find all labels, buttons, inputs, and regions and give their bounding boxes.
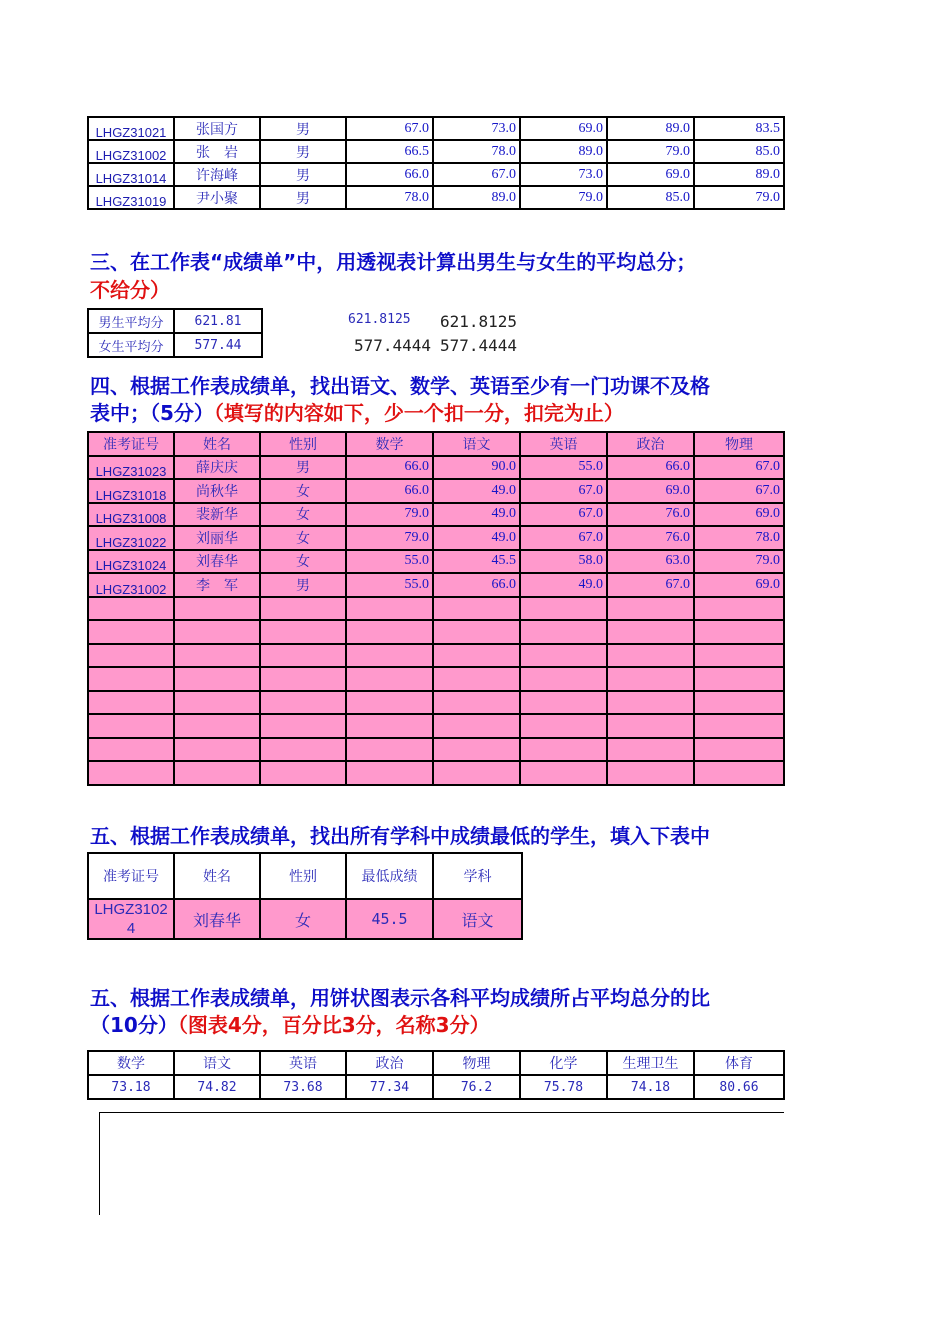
student-id: LHGZ31022: [88, 526, 174, 550]
score-cell: 78.0: [694, 526, 784, 550]
column-header: 语文: [433, 432, 520, 456]
score-cell: 79.0: [694, 186, 784, 209]
empty-cell[interactable]: [260, 691, 346, 715]
student-sex: 男: [260, 140, 346, 163]
lowest-student-name: 刘春华: [174, 899, 260, 939]
student-name: 张国方: [174, 117, 260, 140]
empty-cell[interactable]: [88, 644, 174, 668]
score-cell: 63.0: [607, 550, 694, 574]
male-average-raw-1: 621.8125: [348, 312, 411, 327]
student-id: LHGZ31024: [88, 550, 174, 574]
empty-table-row: [88, 667, 784, 691]
student-id: LHGZ31002: [88, 573, 174, 597]
failing-students-table: [87, 431, 785, 786]
score-cell: 66.0: [607, 456, 694, 480]
empty-cell[interactable]: [520, 667, 607, 691]
empty-cell[interactable]: [607, 691, 694, 715]
empty-cell[interactable]: [607, 738, 694, 762]
student-sex: 女: [260, 479, 346, 503]
student-sex: 男: [260, 186, 346, 209]
subject-header: 英语: [260, 1051, 346, 1075]
score-cell: 89.0: [433, 186, 520, 209]
table-row: [88, 503, 784, 527]
empty-cell[interactable]: [607, 761, 694, 785]
gender-average-table: [87, 308, 263, 358]
empty-cell[interactable]: [694, 761, 784, 785]
subject-average-value: 74.18: [607, 1075, 694, 1099]
column-header: 数学: [346, 432, 433, 456]
empty-cell[interactable]: [88, 691, 174, 715]
score-cell: 83.5: [694, 117, 784, 140]
subject-average-value: 73.18: [88, 1075, 174, 1099]
empty-cell[interactable]: [694, 738, 784, 762]
empty-cell[interactable]: [694, 620, 784, 644]
score-cell: 67.0: [520, 526, 607, 550]
empty-cell[interactable]: [694, 667, 784, 691]
score-cell: 85.0: [694, 140, 784, 163]
empty-cell[interactable]: [346, 644, 433, 668]
empty-cell[interactable]: [88, 761, 174, 785]
student-name: 尹小聚: [174, 186, 260, 209]
student-sex: 男: [260, 163, 346, 186]
male-average-raw-2: 621.8125: [440, 312, 518, 331]
empty-cell[interactable]: [346, 738, 433, 762]
score-cell: 76.0: [607, 526, 694, 550]
student-id: LHGZ31018: [88, 479, 174, 503]
score-cell: 90.0: [433, 456, 520, 480]
student-name: 刘丽华: [174, 526, 260, 550]
empty-cell[interactable]: [520, 761, 607, 785]
score-cell: 67.0: [607, 573, 694, 597]
top-score-table: [87, 116, 785, 210]
empty-cell[interactable]: [346, 597, 433, 621]
lowest-student-id: LHGZ31024: [88, 899, 174, 939]
lowest-score-table: [87, 852, 523, 940]
table-row: [88, 163, 784, 186]
section4-subtitle: [90, 397, 783, 426]
section4-title: 四、根据工作表成绩单，找出语文、数学、英语至少有一门功课不及格: [90, 374, 710, 398]
subject-average-value: 80.66: [694, 1075, 784, 1099]
empty-cell[interactable]: [346, 691, 433, 715]
score-cell: 79.0: [607, 140, 694, 163]
empty-table-row: [88, 597, 784, 621]
section6-subtitle: [90, 1009, 783, 1038]
student-id: LHGZ31014: [88, 163, 174, 186]
table-row: [88, 456, 784, 480]
subject-header: 体育: [694, 1051, 784, 1075]
empty-cell[interactable]: [520, 714, 607, 738]
table-row: [88, 550, 784, 574]
score-cell: 67.0: [694, 456, 784, 480]
table-row: [88, 479, 784, 503]
student-name: 张 岩: [174, 140, 260, 163]
student-name: 许海峰: [174, 163, 260, 186]
empty-table-row: [88, 761, 784, 785]
lowest-student-score: 45.5: [346, 899, 433, 939]
score-cell: 79.0: [520, 186, 607, 209]
empty-cell[interactable]: [694, 597, 784, 621]
score-cell: 49.0: [433, 503, 520, 527]
subject-average-value: 73.68: [260, 1075, 346, 1099]
empty-cell[interactable]: [174, 691, 260, 715]
score-cell: 55.0: [346, 573, 433, 597]
student-name: 李 军: [174, 573, 260, 597]
empty-cell[interactable]: [433, 667, 520, 691]
empty-cell[interactable]: [174, 597, 260, 621]
student-sex: 女: [260, 526, 346, 550]
score-cell: 73.0: [433, 117, 520, 140]
table-row: [88, 186, 784, 209]
subject-header: 物理: [433, 1051, 520, 1075]
empty-cell[interactable]: [88, 620, 174, 644]
empty-cell[interactable]: [260, 597, 346, 621]
empty-table-row: [88, 714, 784, 738]
subject-average-value: 75.78: [520, 1075, 607, 1099]
empty-cell[interactable]: [433, 644, 520, 668]
score-cell: 89.0: [694, 163, 784, 186]
empty-cell[interactable]: [88, 667, 174, 691]
student-id: LHGZ31023: [88, 456, 174, 480]
table-header-row: [88, 1051, 784, 1075]
empty-table-row: [88, 620, 784, 644]
column-header: 性别: [260, 432, 346, 456]
column-header: 物理: [694, 432, 784, 456]
score-cell: 66.0: [346, 456, 433, 480]
empty-cell[interactable]: [433, 597, 520, 621]
table-row: [88, 1075, 784, 1099]
empty-cell[interactable]: [174, 667, 260, 691]
empty-cell[interactable]: [607, 597, 694, 621]
section4-subtitle-points: 表中；（5分）: [90, 401, 214, 425]
empty-cell[interactable]: [607, 714, 694, 738]
score-cell: 85.0: [607, 186, 694, 209]
empty-cell[interactable]: [520, 738, 607, 762]
score-cell: 69.0: [607, 163, 694, 186]
empty-cell[interactable]: [433, 738, 520, 762]
column-header: 姓名: [174, 432, 260, 456]
empty-cell[interactable]: [607, 620, 694, 644]
empty-cell[interactable]: [346, 761, 433, 785]
score-cell: 79.0: [694, 550, 784, 574]
empty-cell[interactable]: [260, 761, 346, 785]
score-cell: 67.0: [694, 479, 784, 503]
score-cell: 69.0: [607, 479, 694, 503]
empty-cell[interactable]: [694, 691, 784, 715]
empty-cell[interactable]: [260, 738, 346, 762]
empty-cell[interactable]: [520, 620, 607, 644]
score-cell: 89.0: [520, 140, 607, 163]
empty-cell[interactable]: [260, 667, 346, 691]
score-cell: 58.0: [520, 550, 607, 574]
score-cell: 49.0: [520, 573, 607, 597]
student-name: 刘春华: [174, 550, 260, 574]
empty-cell[interactable]: [346, 620, 433, 644]
score-cell: 66.0: [346, 479, 433, 503]
empty-cell[interactable]: [88, 738, 174, 762]
lowest-header-sex: 性别: [260, 853, 346, 899]
lowest-header-id: 准考证号: [88, 853, 174, 899]
subject-header: 语文: [174, 1051, 260, 1075]
score-cell: 89.0: [607, 117, 694, 140]
score-cell: 78.0: [433, 140, 520, 163]
chart-placeholder-frame: [99, 1112, 784, 1215]
score-cell: 55.0: [520, 456, 607, 480]
empty-cell[interactable]: [607, 667, 694, 691]
student-sex: 男: [260, 117, 346, 140]
female-average-raw-2: 577.4444: [440, 336, 518, 355]
section3-title: 三、在工作表“成绩单”中，用透视表计算出男生与女生的平均总分；: [90, 250, 697, 274]
male-average-value: 621.81: [174, 309, 262, 333]
student-id: LHGZ31008: [88, 503, 174, 527]
subject-average-value: 77.34: [346, 1075, 433, 1099]
score-cell: 49.0: [433, 479, 520, 503]
empty-cell[interactable]: [433, 691, 520, 715]
score-cell: 69.0: [694, 573, 784, 597]
female-average-label: 女生平均分: [88, 333, 174, 357]
empty-cell[interactable]: [520, 644, 607, 668]
section6-subtitle-points: （10分）: [90, 1013, 178, 1037]
score-cell: 66.5: [346, 140, 433, 163]
table-row: [88, 117, 784, 140]
table-row: [88, 140, 784, 163]
empty-cell[interactable]: [88, 714, 174, 738]
lowest-header-subject: 学科: [433, 853, 522, 899]
section3-title-cont: 不给分）: [90, 278, 170, 302]
empty-cell[interactable]: [694, 644, 784, 668]
subject-header: 化学: [520, 1051, 607, 1075]
lowest-student-sex: 女: [260, 899, 346, 939]
score-cell: 69.0: [520, 117, 607, 140]
score-cell: 67.0: [520, 479, 607, 503]
student-name: 裴新华: [174, 503, 260, 527]
empty-cell[interactable]: [260, 714, 346, 738]
section4-subtitle-note: （填写的内容如下，少一个扣一分，扣完为止）: [213, 401, 624, 425]
male-average-label: 男生平均分: [88, 309, 174, 333]
lowest-header-score: 最低成绩: [346, 853, 433, 899]
score-cell: 66.0: [346, 163, 433, 186]
subject-header: 数学: [88, 1051, 174, 1075]
score-cell: 76.0: [607, 503, 694, 527]
student-sex: 女: [260, 550, 346, 574]
score-cell: 45.5: [433, 550, 520, 574]
female-average-raw-1: 577.4444: [354, 336, 432, 355]
column-header: 英语: [520, 432, 607, 456]
student-id: LHGZ31019: [88, 186, 174, 209]
empty-cell[interactable]: [88, 597, 174, 621]
table-row: [88, 573, 784, 597]
empty-cell[interactable]: [174, 620, 260, 644]
lowest-student-subject: 语文: [433, 899, 522, 939]
score-cell: 49.0: [433, 526, 520, 550]
score-cell: 79.0: [346, 526, 433, 550]
column-header: 政治: [607, 432, 694, 456]
empty-cell[interactable]: [433, 761, 520, 785]
student-name: 薛庆庆: [174, 456, 260, 480]
female-average-value: 577.44: [174, 333, 262, 357]
empty-cell[interactable]: [694, 714, 784, 738]
empty-cell[interactable]: [174, 644, 260, 668]
score-cell: 78.0: [346, 186, 433, 209]
subject-average-value: 76.2: [433, 1075, 520, 1099]
table-header-row: [88, 432, 784, 456]
lowest-header-name: 姓名: [174, 853, 260, 899]
empty-cell[interactable]: [346, 714, 433, 738]
empty-cell[interactable]: [174, 761, 260, 785]
score-cell: 66.0: [433, 573, 520, 597]
empty-cell[interactable]: [607, 644, 694, 668]
empty-table-row: [88, 738, 784, 762]
score-cell: 67.0: [433, 163, 520, 186]
empty-cell[interactable]: [260, 620, 346, 644]
column-header: 准考证号: [88, 432, 174, 456]
subject-header: 政治: [346, 1051, 433, 1075]
score-cell: 67.0: [520, 503, 607, 527]
empty-cell[interactable]: [260, 644, 346, 668]
student-sex: 男: [260, 573, 346, 597]
student-sex: 男: [260, 456, 346, 480]
section6-subtitle-note: （图表4分，百分比3分，名称3分）: [177, 1013, 490, 1037]
empty-table-row: [88, 691, 784, 715]
empty-cell[interactable]: [174, 714, 260, 738]
student-id: LHGZ31021: [88, 117, 174, 140]
student-sex: 女: [260, 503, 346, 527]
table-row: [88, 526, 784, 550]
section6-title: 五、根据工作表成绩单，用饼状图表示各科平均成绩所占平均总分的比: [90, 986, 710, 1010]
score-cell: 67.0: [346, 117, 433, 140]
subject-average-value: 74.82: [174, 1075, 260, 1099]
student-id: LHGZ31002: [88, 140, 174, 163]
score-cell: 79.0: [346, 503, 433, 527]
empty-cell[interactable]: [433, 620, 520, 644]
score-cell: 69.0: [694, 503, 784, 527]
subject-header: 生理卫生: [607, 1051, 694, 1075]
student-name: 尚秋华: [174, 479, 260, 503]
empty-table-row: [88, 644, 784, 668]
empty-cell[interactable]: [520, 691, 607, 715]
score-cell: 73.0: [520, 163, 607, 186]
score-cell: 55.0: [346, 550, 433, 574]
empty-cell[interactable]: [433, 714, 520, 738]
subject-average-table: [87, 1050, 785, 1100]
empty-cell[interactable]: [520, 597, 607, 621]
empty-cell[interactable]: [346, 667, 433, 691]
empty-cell[interactable]: [174, 738, 260, 762]
section5-title: 五、根据工作表成绩单，找出所有学科中成绩最低的学生，填入下表中: [90, 824, 710, 848]
